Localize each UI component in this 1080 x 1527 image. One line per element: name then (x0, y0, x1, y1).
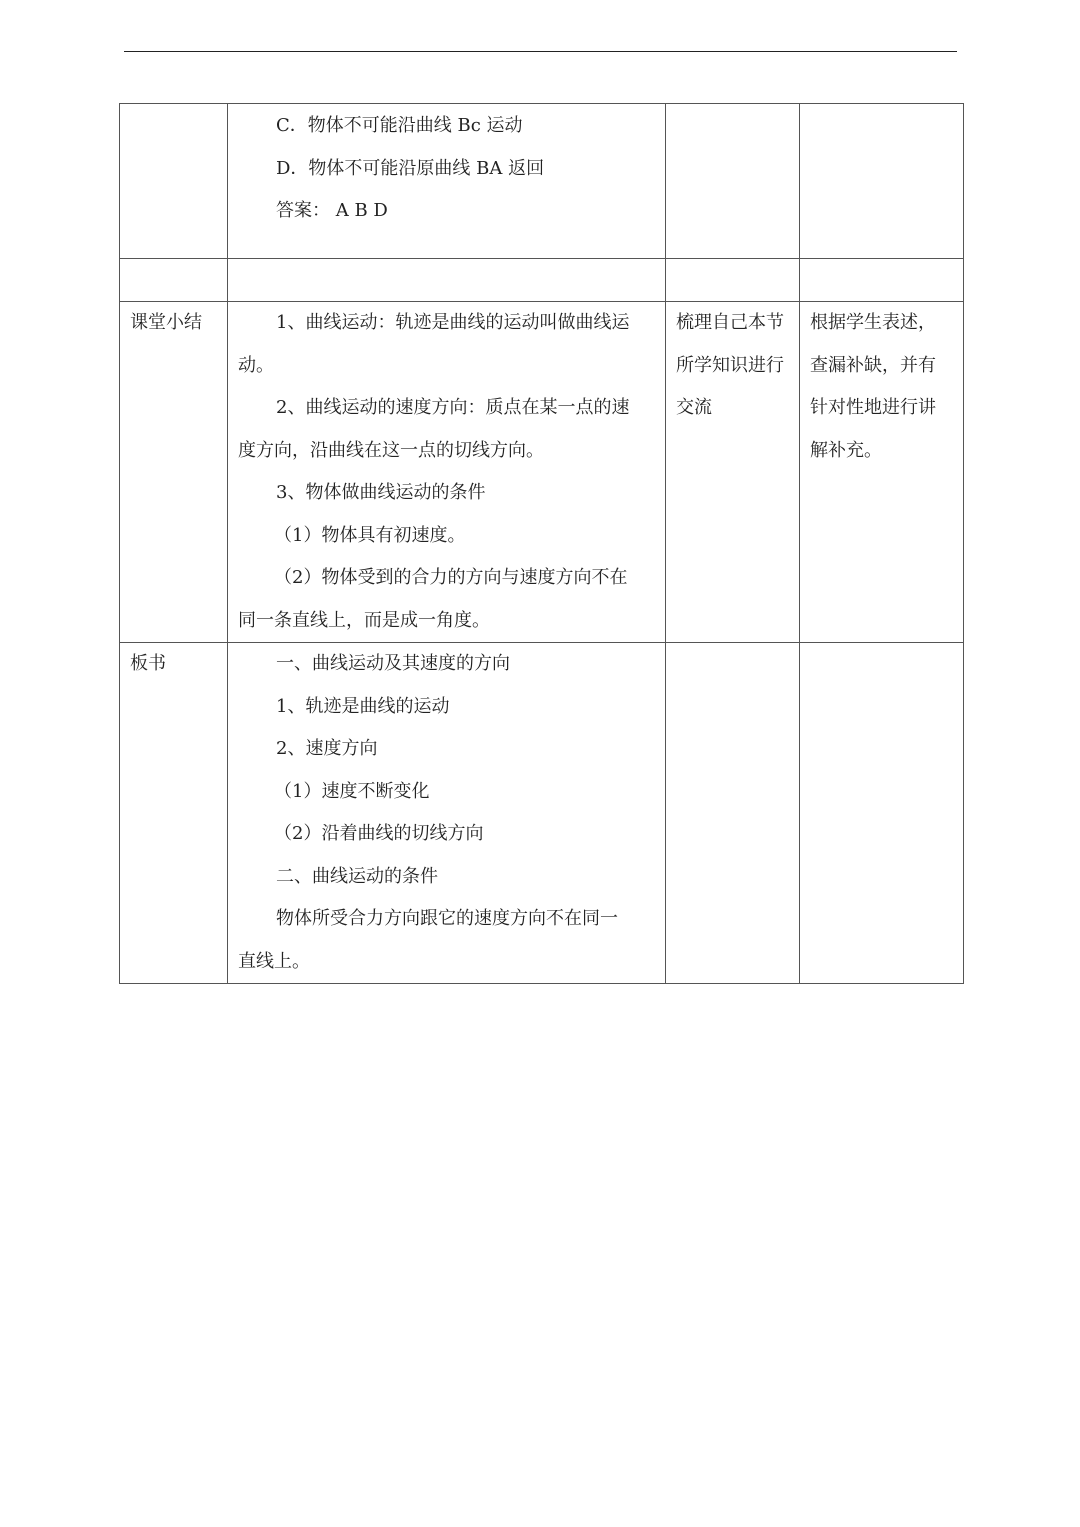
student-activity-cell (666, 104, 800, 259)
student-activity-line: 交流 (676, 397, 712, 418)
board-line: 直线上。 (238, 950, 310, 972)
board-line: 物体所受合力方向跟它的速度方向不在同一 (276, 908, 618, 929)
summary-line: 动。 (238, 354, 274, 376)
content-cell (228, 104, 666, 259)
summary-line: 度方向，沿曲线在这一点的切线方向。 (238, 439, 544, 461)
board-line: （2）沿着曲线的切线方向 (274, 823, 484, 844)
teacher-activity-cell (800, 104, 964, 259)
row-label-cell (120, 104, 228, 259)
lesson-plan-table (119, 103, 964, 984)
summary-line: （1）物体具有初速度。 (274, 524, 466, 546)
content-cell (228, 643, 666, 984)
teacher-activity-line: 解补充。 (810, 439, 882, 461)
student-activity-cell (666, 302, 800, 643)
content-cell (228, 302, 666, 643)
teacher-activity-line: 查漏补缺，并有 (810, 354, 936, 376)
header-rule (124, 51, 957, 52)
empty-cell (666, 259, 800, 302)
student-activity-line: 所学知识进行 (676, 354, 784, 376)
empty-cell (800, 259, 964, 302)
board-line: 2、速度方向 (276, 738, 378, 759)
teacher-activity-cell (800, 302, 964, 643)
summary-line: 3、物体做曲线运动的条件 (276, 482, 486, 503)
teacher-activity-line: 针对性地进行讲 (810, 397, 936, 418)
board-line: （1）速度不断变化 (274, 780, 430, 802)
summary-line: 同一条直线上，而是成一角度。 (238, 609, 490, 631)
board-line: 一、曲线运动及其速度的方向 (276, 653, 510, 674)
table-row (120, 643, 964, 984)
student-activity-line: 梳理自己本节 (676, 312, 784, 333)
row-label: 课堂小结 (130, 312, 202, 333)
answer: 答案： A B D (276, 200, 388, 221)
row-label: 板书 (130, 653, 166, 674)
teacher-activity-line: 根据学生表述， (810, 312, 936, 333)
table-row (120, 302, 964, 643)
empty-cell (228, 259, 666, 302)
summary-line: 2、曲线运动的速度方向：质点在某一点的速 (276, 397, 630, 418)
row-label-cell (120, 643, 228, 984)
table-row (120, 259, 964, 302)
summary-line: （2）物体受到的合力的方向与速度方向不在 (274, 567, 628, 588)
option-d: D．物体不可能沿原曲线 BA 返回 (276, 157, 545, 179)
empty-cell (666, 643, 800, 984)
option-c: C．物体不可能沿曲线 Bc 运动 (276, 115, 523, 136)
row-label-cell (120, 302, 228, 643)
summary-line: 1、曲线运动：轨迹是曲线的运动叫做曲线运 (276, 312, 630, 333)
empty-cell (120, 259, 228, 302)
table-row (120, 104, 964, 259)
empty-cell (800, 643, 964, 984)
board-line: 1、轨迹是曲线的运动 (276, 695, 450, 717)
board-line: 二、曲线运动的条件 (276, 865, 438, 887)
